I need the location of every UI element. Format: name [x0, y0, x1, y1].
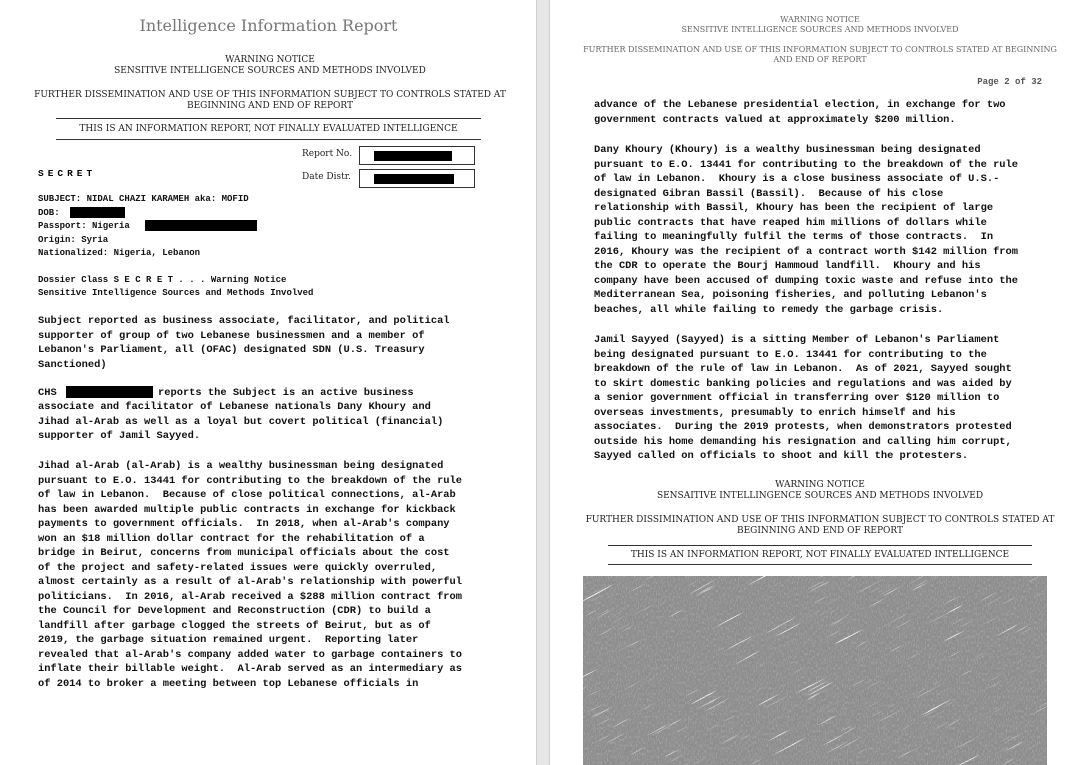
- nationalized-line: Nationalized: Nigeria, Lebanon: [38, 248, 201, 258]
- dob-label: DOB:: [38, 208, 60, 218]
- footer-info-report-banner: THIS IS AN INFORMATION REPORT, NOT FINALLY EVALUATED INTELLIGENCE: [630, 550, 1010, 560]
- chs-line-rest: reports the Subject is an active business: [158, 387, 414, 399]
- report-no-label: Report No.: [302, 149, 353, 159]
- footer-warning-notice: [570, 480, 1070, 502]
- footer-dissemination-line-2: BEGINNING AND END OF REPORT: [736, 526, 904, 536]
- origin-line: Origin: Syria: [38, 235, 109, 245]
- paragraph-continued: advance of the Lebanese presidential election, in exchange for two government contracts valued at approximately $200 million.: [594, 99, 1006, 126]
- document-page-1: [0, 0, 537, 765]
- footer-dissemination-line-1: FURTHER DISSIMINATION AND USE OF THIS INFORMATION SUBJECT TO CONTROLS STATED AT: [585, 515, 1055, 525]
- warning-notice: WARNING NOTICE: [780, 15, 860, 24]
- dissemination-line-2: AND END OF REPORT: [773, 55, 867, 64]
- subject-line: SUBJECT: NIDAL CHAZI KARAMEH aka: MOFID: [38, 194, 249, 204]
- paragraph-jamil-sayyed: Jamil Sayyed (Sayyed) is a sitting Member of Lebanon's Parliament being designated pursuant to E.O. 13441 for contributing to the breakdown of the rule of law in Lebanon. As of 2021, Sayyed sought to skirt domestic banking policies and regulations and was aided by a senior government official in transferring over $120 million to overseas investments, presumably to enrich himself and his associates. During the 2019 protests, when demonstrators protested outside his home demanding his resignation and calling him corrupt, Sayyed called on officials to shoot and kill the protesters.: [594, 334, 1012, 462]
- divider: [608, 545, 1032, 546]
- redaction-bar: [145, 220, 257, 231]
- warning-notice-header: [35, 55, 505, 77]
- warning-notice-header: [570, 15, 1070, 35]
- paragraph-subject: Subject reported as business associate, facilitator, and political supporter of group of two Lebanese businessmen and a member of Lebanon's Parliament, all (OFAC) designated SDN (U.S. Treasury Sanctioned): [38, 315, 450, 371]
- dissemination-notice: [570, 45, 1070, 65]
- report-title: Intelligence Information Report: [139, 16, 398, 35]
- warning-notice: WARNING NOTICE: [225, 55, 315, 65]
- classification-secret: SECRET: [38, 168, 97, 179]
- passport-label: Passport: Nigeria: [38, 221, 130, 231]
- page-number: Page 2 of 32: [977, 77, 1042, 87]
- dossier-line-1: Dossier Class S E C R E T . . . Warning Notice: [38, 275, 287, 285]
- footer-sensitive-sources: SENSAITIVE INTELLINGENCE SOURCES AND METHODS INVOLVED: [656, 491, 984, 501]
- chs-label: CHS: [38, 387, 57, 399]
- dissemination-line-1: FURTHER DISSEMINATION AND USE OF THIS INFORMATION SUBJECT TO CONTROLS STATED AT: [34, 90, 506, 100]
- paragraph-jihad-al-arab: Jihad al-Arab (al-Arab) is a wealthy businessman being designated pursuant to E.O. 13441 for contributing to the breakdown of the rule of law in Lebanon. Because of close political connections, al-Arab has been awarded multiple public contracts in exchange for kickback payments to government officials. In 2018, when al-Arab's company won an $18 million dollar contract for the rehabilitation of a bridge in Beirut, concerns from municipal officials about the cost of the project and safety-related issues were quickly overruled, almost certainly as a result of al-Arab's relationship with powerful politicians. In 2016, al-Arab received a $288 million contract from the Council for Development and Reconstruction (CDR) to build a landfill after garbage clogged the streets of Beirut, but as of 2019, the garbage situation remained urgent. Reporting later revealed that al-Arab's company added water to garbage containers to inflate their billable weight. Al-Arab served as an intermediary as of 2014 to broker a meeting between top Lebanese officials in: [38, 460, 463, 690]
- footer-warning: WARNING NOTICE: [775, 480, 865, 490]
- paragraph-dany-khoury: Dany Khoury (Khoury) is a wealthy businessman being designated pursuant to E.O. 13441 for contributing to the breakdown of the rule of law in Lebanon. Khoury is a close business associate of U.S.- designated Gibran Bassil (Bassil). Because of his close relationship with Bassil, Khoury has been the recipient of large public contracts that have reaped him millions of dollars while failing to meaningfully fulfil the terms of those contracts. In 2016, Khoury was the recipient of a contract worth $142 million from the CDR to operate the Bourj Hammoud landfill. Khoury and his company have been accused of dumping toxic waste and refuse into the Mediterranean Sea, poisoning fisheries, and polluting Lebanon's beaches, all while failing to remedy the garbage crisis.: [594, 144, 1019, 316]
- dissemination-line-2: BEGINNING AND END OF REPORT: [186, 101, 354, 111]
- divider: [608, 564, 1032, 565]
- redaction-bar: [374, 174, 454, 184]
- redaction-bar: [374, 151, 452, 161]
- dissemination-notice: [30, 90, 510, 112]
- date-distr-field: [359, 169, 475, 188]
- page-gutter: [537, 0, 549, 765]
- info-report-banner: THIS IS AN INFORMATION REPORT, NOT FINALLY EVALUATED INTELLIGENCE: [79, 124, 458, 134]
- scrambled-image-block: [583, 576, 1047, 765]
- footer-dissemination-notice: [570, 515, 1070, 537]
- divider: [56, 139, 481, 140]
- report-no-field: [359, 146, 475, 165]
- sensitive-sources-notice: SENSITIVE INTELLIGENCE SOURCES AND METHODS INVOLVED: [114, 66, 426, 76]
- paragraph-chs: associate and facilitator of Lebanese nationals Dany Khoury and Jihad al-Arab as well as a loyal but covert political (financial) supporter of Jamil Sayyed.: [38, 401, 444, 442]
- redaction-bar: [70, 207, 125, 218]
- sensitive-sources-notice: SENSITIVE INTELLIGENCE SOURCES AND METHODS INVOLVED: [681, 25, 959, 34]
- redaction-bar: [66, 386, 153, 398]
- divider: [56, 118, 481, 119]
- dissemination-line-1: FURTHER DISSEMINATION AND USE OF THIS INFORMATION SUBJECT TO CONTROLS STATED AT BEGINNING: [583, 45, 1057, 54]
- dossier-line-2: Sensitive Intelligence Sources and Methods Involved: [38, 288, 314, 298]
- date-distr-label: Date Distr.: [302, 172, 351, 182]
